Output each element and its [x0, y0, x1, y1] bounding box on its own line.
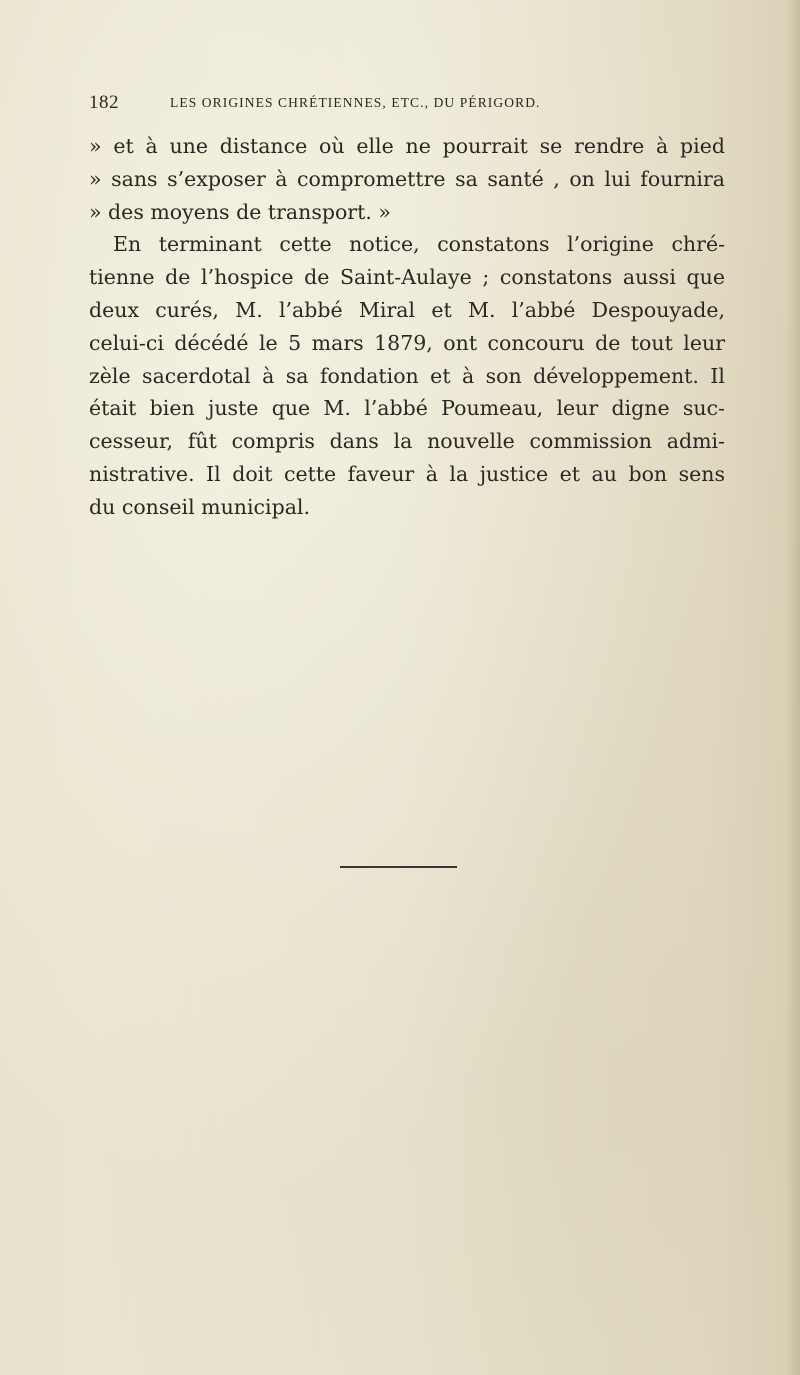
- text-line: tienne de l’hospice de Saint-Aulaye ; constatons aussi que: [89, 265, 725, 290]
- text-line: nistrative. Il doit cette faveur à la justice et au bon sens: [89, 461, 725, 486]
- page-header: [89, 92, 649, 116]
- page-number: 182: [89, 92, 119, 113]
- text-line: était bien juste que M. l’abbé Poumeau, leur digne suc-: [89, 396, 725, 421]
- text-line: » des moyens de transport. »: [89, 199, 391, 224]
- text-line: zèle sacerdotal à sa fondation et à son développement. Il: [89, 363, 725, 388]
- paragraph-last-line: du conseil municipal.: [89, 494, 311, 519]
- page-edge-shadow: [786, 0, 800, 1375]
- paragraph-first-line: En terminant cette notice, constatons l’origine chré-: [113, 232, 725, 257]
- body-text: [89, 130, 725, 524]
- text-line: » et à une distance où elle ne pourrait se rendre à pied: [89, 134, 725, 158]
- text-line: deux curés, M. l’abbé Miral et M. l’abbé Despouyade,: [89, 297, 725, 322]
- section-end-rule: [340, 866, 457, 868]
- text-line: » sans s’exposer à compromettre sa santé , on lui fournira: [89, 166, 725, 191]
- running-head: LES ORIGINES CHRÉTIENNES, ETC., DU PÉRIGORD.: [170, 95, 541, 110]
- text-line: cesseur, fût compris dans la nouvelle commission admi-: [89, 429, 725, 454]
- text-line: celui-ci décédé le 5 mars 1879, ont concouru de tout leur: [89, 330, 725, 355]
